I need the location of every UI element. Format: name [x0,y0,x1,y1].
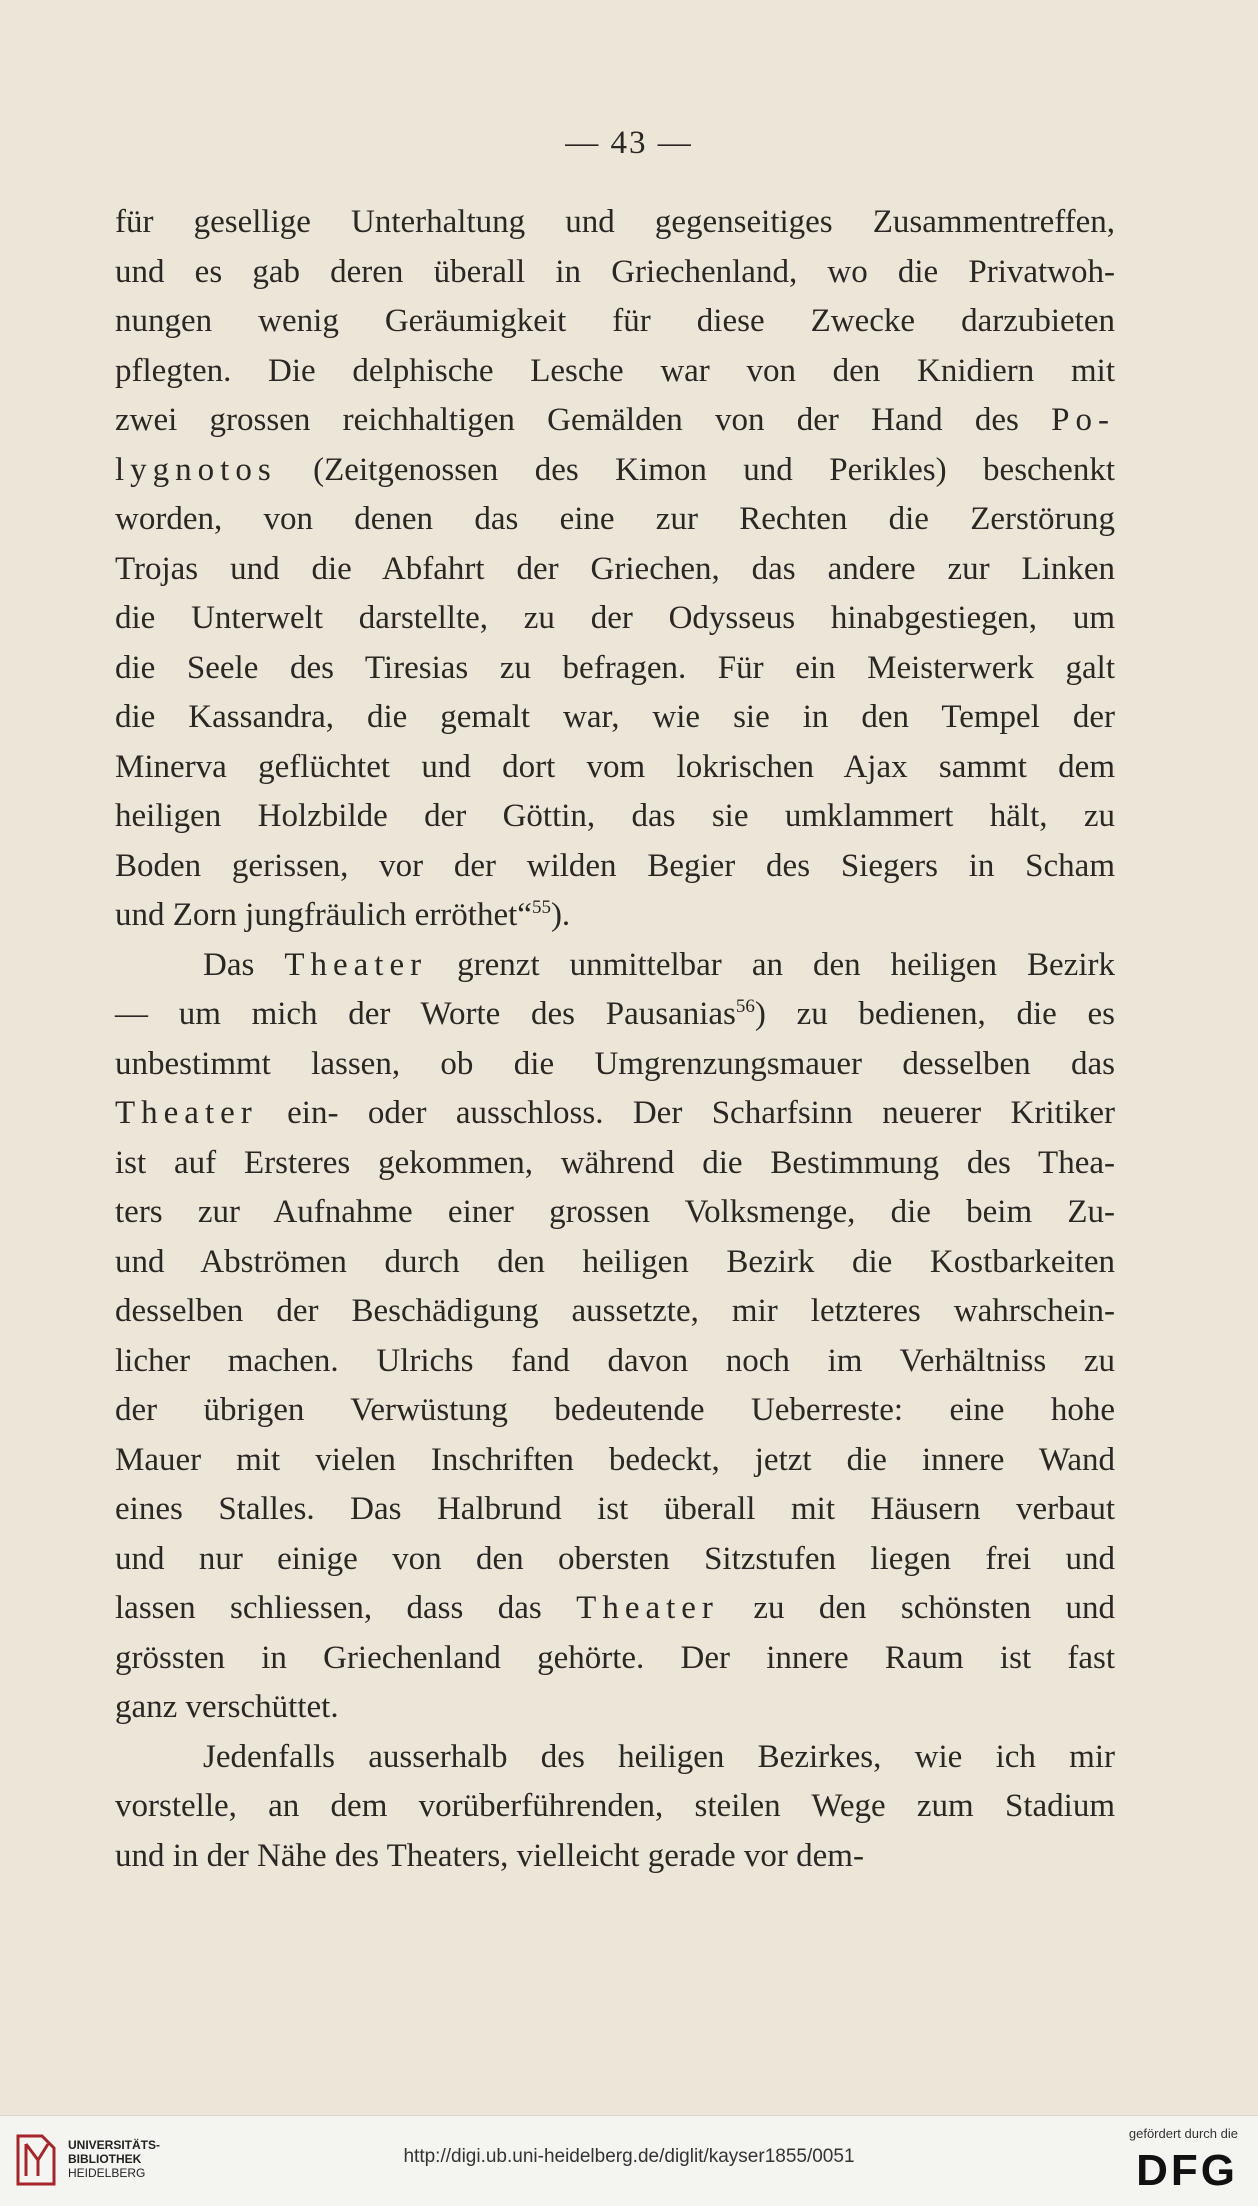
text-line: Jedenfalls ausserhalb des heiligen Bezirkes, wie ich mir [203,1738,1115,1775]
text-line: heiligen Holzbilde der Göttin, das sie umklammert hält, zu [115,798,1115,834]
dfg-logo: DFG [1136,2146,1238,2195]
text-line: zwei grossen reichhaltigen Gemälden von der Hand des Po- [115,402,1115,438]
viewer-footer [0,2115,1258,2206]
text-line: für gesellige Unterhaltung und gegenseitiges Zusammentreffen, [115,204,1115,240]
text-line: die Seele des Tiresias zu befragen. Für ein Meisterwerk galt [115,649,1115,686]
text-line: licher machen. Ulrichs fand davon noch im Verhältniss zu [115,1342,1115,1379]
text-line: die Kassandra, die gemalt war, wie sie in den Tempel der [115,699,1115,735]
text-line: und Abströmen durch den heiligen Bezirk die Kostbarkeiten [115,1243,1115,1280]
text-line: lassen schliessen, dass das Theater zu den schönsten und [115,1590,1115,1626]
footnote-ref: 56 [735,996,755,1017]
page-number: — 43 — [565,125,693,161]
spaced-word: Theater [576,1590,719,1626]
funded-by-label: gefördert durch die [1128,2126,1238,2141]
text-line: ganz verschüttet. [115,1689,339,1725]
spaced-word: lygnotos [115,451,277,488]
text-line: unbestimmt lassen, ob die Umgrenzungsmauer desselben das [115,1045,1115,1082]
text-line: — um mich der Worte des Pausanias$^{56}$) zu bedienen, die es [115,996,1115,1032]
text-line: pflegten. Die delphische Lesche war von den Knidiern mit [115,352,1115,389]
text-line: ters zur Aufnahme einer grossen Volksmenge, die beim Zu- [115,1194,1115,1230]
spaced-word: Theater [284,946,428,983]
text-line: Mauer mit vielen Inschriften bedeckt, jetzt die innere Wand [115,1441,1115,1478]
text-line: und es gab deren überall in Griechenland, wo die Privatwoh- [115,253,1115,290]
text-line: Theater ein- oder ausschloss. Der Scharfsinn neuerer Kritiker [115,1095,1115,1131]
footnote-ref: 55 [531,897,551,918]
text-line: grössten in Griechenland gehörte. Der innere Raum ist fast [115,1639,1115,1676]
text-line: eines Stalles. Das Halbrund ist überall mit Häusern verbaut [115,1491,1115,1527]
spaced-word: Theater [115,1095,258,1131]
text-line: Minerva geflüchtet und dort vom lokrischen Ajax sammt dem [115,748,1115,785]
library-name-line: HEIDELBERG [68,2166,146,2180]
spaced-word: Po- [1051,402,1115,438]
text-line: die Unterwelt darstellte, zu der Odysseus hinabgestiegen, um [115,600,1115,636]
text-line: desselben der Beschädigung aussetzte, mir letzteres wahrschein- [115,1293,1115,1329]
text-line: Boden gerissen, vor der wilden Begier des Siegers in Scham [115,847,1115,884]
text-line: Das Theater grenzt unmittelbar an den heiligen Bezirk [203,946,1115,983]
text-line: vorstelle, an dem vorüberführenden, steilen Wege zum Stadium [115,1788,1115,1824]
document-url-link[interactable]: http://digi.ub.uni-heidelberg.de/diglit/kayser1855/0051 [403,2146,855,2167]
text-line: lygnotos (Zeitgenossen des Kimon und Perikles) beschenkt [115,451,1115,488]
text-line: Trojas und die Abfahrt der Griechen, das andere zur Linken [115,550,1115,587]
text-line: nungen wenig Geräumigkeit für diese Zwecke darzubieten [115,303,1115,339]
library-name-line: UNIVERSITÄTS- [68,2138,161,2152]
text-line: worden, von denen das eine zur Rechten die Zerstörung [115,501,1115,537]
text-line: und nur einige von den obersten Sitzstufen liegen frei und [115,1540,1115,1577]
text-line: ist auf Ersteres gekommen, während die Bestimmung des Thea- [115,1144,1115,1181]
text-line: und in der Nähe des Theaters, vielleicht gerade vor dem- [115,1837,864,1874]
text-line: und Zorn jungfräulich erröthet“$^{55}$). [115,897,571,933]
text-line: der übrigen Verwüstung bedeutende Ueberreste: eine hohe [115,1392,1115,1428]
library-name-line: BIBLIOTHEK [68,2152,142,2166]
body-text [115,198,1115,1881]
